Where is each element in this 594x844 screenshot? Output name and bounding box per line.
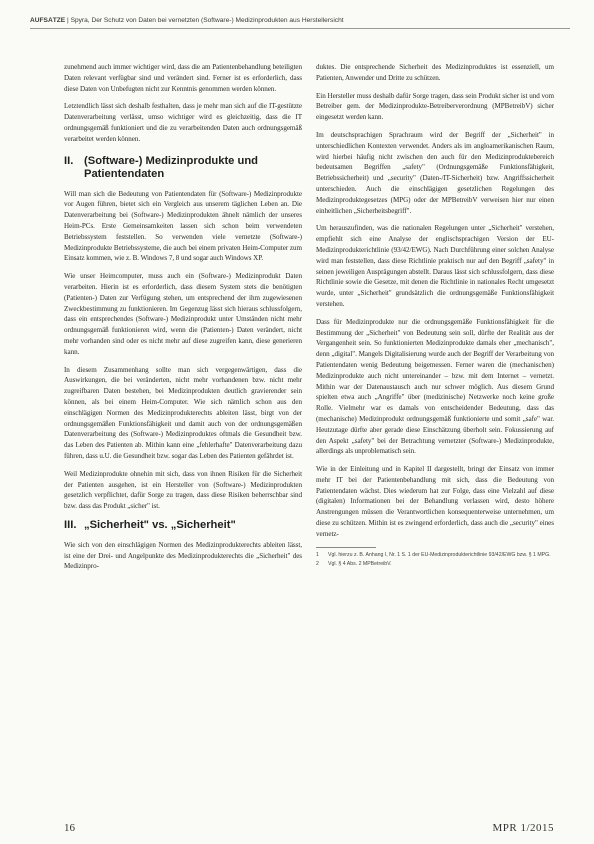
- section-title: (Software-) Medizinprodukte und Patientendaten: [84, 154, 259, 180]
- section-number: II.: [64, 154, 74, 167]
- paragraph: Dass für Medizinprodukte nur die ordnungsgemäße Funktionsfähigkeit für die Bestimmung der „Sicherheit" von Bedeutung sein soll, dürfte der Realität aus der Vergangenheit sein. So funktionierten Medizinprodukte damals eher „mechanisch", denn „digital". Mangels Digitalisierung wurde auch der Begriff der Verarbeitung von Patientendaten wenig Bedeutung beigemessen. Ferner waren die (mechanischen) Medizinprodukte auch nicht untereinander – bzw. mit dem Internet – vernetzt. Mithin war der Datenaustausch auch nur schwer möglich. Aus diesem Grund spielten etwa auch „Angriffe" über (medizinische) Netzwerke noch keine große Rolle. Vielmehr war es damals von entscheidender Bedeutung, dass das (mechanische) Medizinprodukt ordnungsgemäß funktionierte und somit „safe" war. Heutzutage dürfte aber gerade diese Einschätzung überholt sein. Fokussierung auf den Aspekt „safety" bei der Betrachtung vernetzter (Software-) Medizinprodukte, allerdings als unproblematisch sein.: [316, 317, 554, 456]
- page-number: 16: [64, 822, 75, 834]
- footnote-rule: [316, 547, 376, 548]
- footnote-text: Vgl. § 4 Abs. 2 MPBetreibV.: [328, 560, 392, 567]
- section-title: „Sicherheit" vs. „Sicherheit": [84, 518, 236, 531]
- paragraph: Weil Medizinprodukte ohnehin mit sich, dass von ihnen Risiken für die Sicherheit der Patienten ausgehen, ist ein Hersteller von (Software-) Medizinprodukten gesetzlich verpflichtet, dafür Sorge zu tragen, dass diese Risiken beherrschbar sind bzw. dass das Produkt „sicher" ist.: [64, 469, 302, 511]
- paragraph: Um herauszufinden, was die nationalen Regelungen unter „Sicherheit" verstehen, empfiehlt sich eine Analyse der englischsprachigen Version der EU-Medizinprodukterichtlinie (93/42/EWG). Nach Durchführung einer solchen Analyse wird man feststellen, dass diese Richtlinie praktisch nur auf den Begriff „safety" in seinen jeweiligen Ausprägungen abstellt. Daraus lässt sich schlussfolgern, dass diese Richtlinie sowie die Gesetze, mit denen die Richtlinie in nationales Recht umgesetzt wurde, unter „Sicherheit" grundsätzlich die ordnungsgemäße Funktionsfähigkeit verstehen.: [316, 224, 554, 308]
- header-separator: |: [67, 17, 71, 24]
- section-heading: [64, 155, 302, 181]
- left-column: [64, 62, 302, 579]
- footnote-number: 1: [316, 551, 319, 558]
- paragraph: Letztendlich lässt sich deshalb festhalten, dass je mehr man sich auf die IT-gestützte Datenverarbeitung verlässt, umso wichtiger wird es gleichzeitig, dass die IT ordnungsgemäß funktioniert und die zu verarbeitenden Daten auch ordnungsgemäß verarbeitet werden können.: [64, 102, 302, 143]
- paragraph: duktes. Die entsprechende Sicherheit des Medizinproduktes ist essenziell, um Patienten, Anwender und Dritte zu schützen.: [316, 63, 554, 82]
- header-rule: [30, 28, 570, 29]
- paragraph: Im deutschsprachigen Sprachraum wird der Begriff der „Sicherheit" in unterschiedlichen Kontexten verwendet. Anders als im angloamerikanischen Raum, wird hierbei häufig nicht zwischen den auch für den Medizinproduktebereich bedeutsamen Begriffen „safety" (Ordnungsgemäße Funktionsfähigkeit, Betriebssicherheit) und „security" (Daten-/IT-Sicherheit) bzw. Angriffssicherheit unterschieden. Auch die einschlägigen gesetzlichen Regelungen des Medizinproduktegesetzes (MPG) oder der MPBetreibV verweisen hier nur einen einheitlichen „Sicherheitsbegriff".: [316, 130, 554, 215]
- section-heading: [64, 519, 302, 532]
- right-column: [316, 62, 554, 570]
- paragraph: In diesem Zusammenhang sollte man sich vergegenwärtigen, dass die Auswirkungen, die bei veränderten, nicht mehr vorhandenen bzw. nicht mehr zugreifbaren Daten bestehen, bei Medizinprodukten deutlich gravierender sein können, als bei einem Heim-Computer. Wie sich nämlich schon aus den einschlägigen Normen des Medizinprodukterechts ableiten lässt, birgt von der ordnungsgemäßen Funktionsfähigkeit und damit auch von der ordnungsgemäßen Datenverarbeitung des (Software-) Medizinproduktes oftmals die Gesundheit bzw. das Leben des Patienten ab. Mithin kann eine „fehlerhafte" Datenverarbeitung dazu führen, dass u.U. die Gesundheit bzw. sogar das Leben des Patienten gefährdet ist.: [64, 365, 302, 460]
- paragraph: Wie in der Einleitung und in Kapitel II dargestellt, bringt der Einsatz von immer mehr IT bei der Patientenbehandlung mit sich, dass die Bedeutung von Patientendaten wächst. Dies wiederum hat zur Folge, dass eine Vielzahl auf diese (digitalen) Informationen bei der Behandlung verlassen wird, desto höhere Anstrengungen müssen die Verantwortlichen konsequenterweise unternehmen, um diese zu schützen. Mithin ist es zwingend erforderlich, dass auch die „security" eines vernetz-: [316, 465, 554, 538]
- header-section: AUFSÄTZE: [30, 17, 66, 24]
- header-title: Spyra, Der Schutz von Daten bei vernetzten (Software-) Medizinprodukten aus Herstellersicht: [70, 17, 344, 24]
- footnote: [316, 561, 554, 568]
- paragraph: Wie unser Heimcomputer, muss auch ein (Software-) Medizinprodukt Daten verarbeiten. Hierin ist es erforderlich, dass diesem System stets die benötigten (Patienten-) Daten zur Verfügung stehen, um entsprechend der ihm zugewiesenen Zweckbestimmung zu funktionieren. Im Gegenzug lässt sich hieraus schlussfolgern, dass ein entsprechendes (Software-) Medizinprodukt unter Umständen nicht mehr ordnungsgemäß funktionieren wird, wenn die (Patienten-) Daten verändert, nicht mehr vorhanden sind oder es nicht mehr auf diese zugreifen kann, diese generieren kann.: [64, 272, 302, 356]
- running-header: [30, 17, 570, 29]
- paragraph: Ein Hersteller muss deshalb dafür Sorge tragen, dass sein Produkt sicher ist und vom Betreiber gem. der Medizinprodukte-Betreiberverordnung (MPBetreibV) sicher eingesetzt werden kann.: [316, 91, 554, 122]
- footnote-text: Vgl. hierzu z. B. Anhang I, Nr. 1 S. 1 der EU-Medizinprodukterichtlinie 93/42/EWG bzw. § 1 MPG.: [328, 551, 551, 558]
- footnote: [316, 552, 554, 559]
- footnote-number: 2: [316, 560, 319, 567]
- journal-issue: MPR 1/2015: [492, 822, 554, 834]
- paragraph: zunehmend auch immer wichtiger wird, dass die am Patientenbehandlung beteiligten Daten relevant verfügbar sind und verändert sind. Ferner ist es erforderlich, dass diese Daten von Unbefugten nicht zur Kenntnis genommen werden können.: [64, 63, 302, 93]
- paragraph: Will man sich die Bedeutung von Patientendaten für (Software-) Medizinprodukte vor Augen führen, bietet sich ein Vergleich aus unserem täglichen Leben an. Die Datenverarbeitung bei (Software-) Medizinprodukten ähnelt nämlich der unseres Heim-PCs. Erste Gemeinsamkeiten lassen sich schon beim verwendeten Betriebssystem feststellen. So verwenden viele vernetzte (Software-) Medizinprodukte Betriebssysteme, die auch bei einem privaten Heim-Computer zum Einsatz kommen, wie z. B. Windows 7, 8 und sogar auch Windows XP.: [64, 189, 302, 263]
- section-number: III.: [64, 518, 77, 531]
- paragraph: Wie sich von den einschlägigen Normen des Medizinprodukterechts ableiten lässt, ist eine der Drei- und Angelpunkte des Medizinprodukterechts die „Sicherheit" des Medizinpro-: [64, 540, 302, 571]
